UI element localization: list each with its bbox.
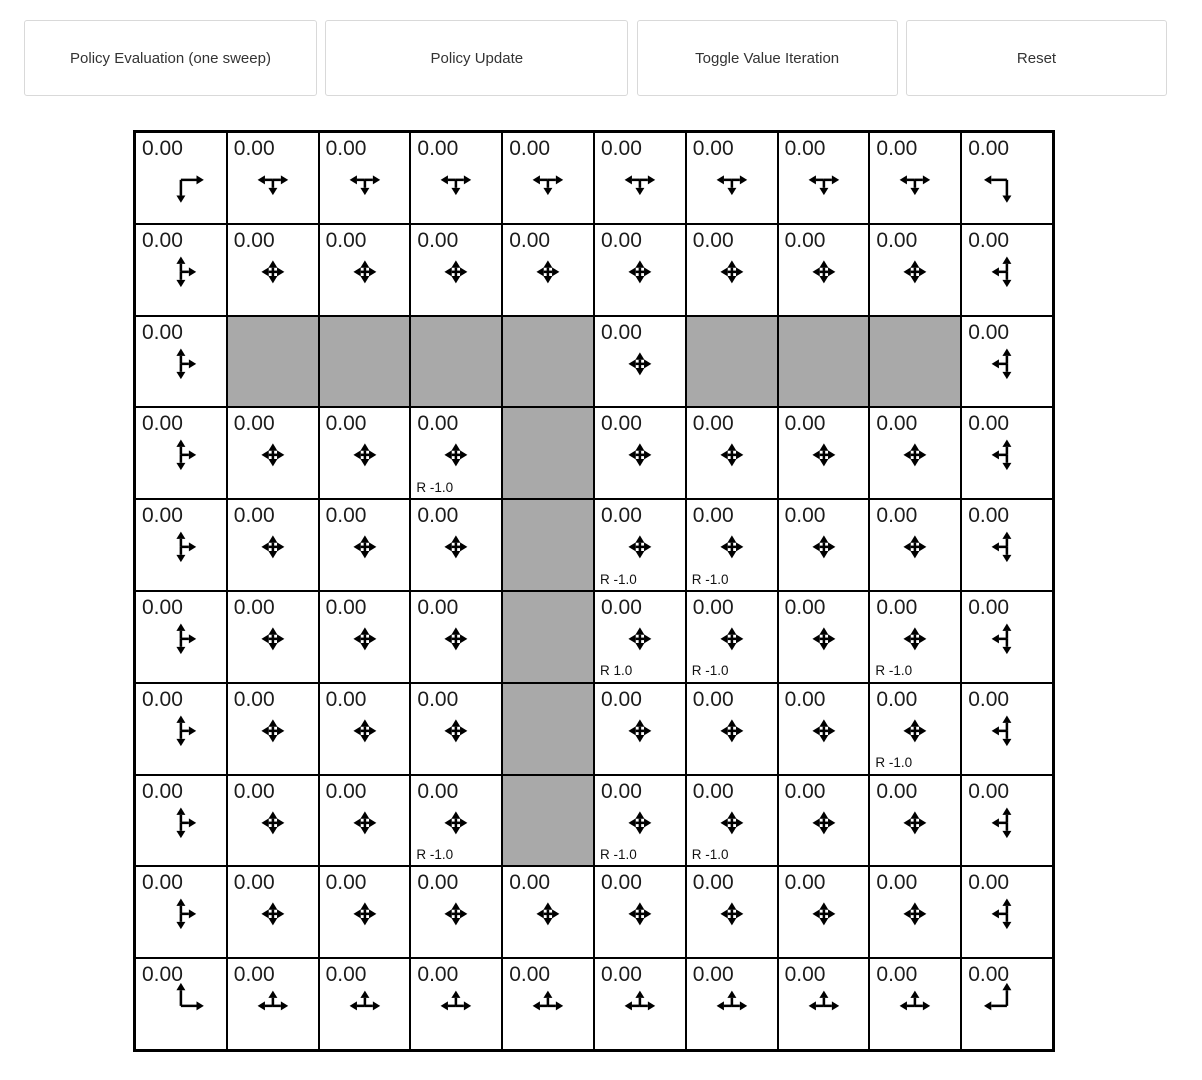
grid-cell-r1c6[interactable] [686, 224, 778, 316]
toggle-value-iteration-button[interactable]: Toggle Value Iteration [637, 20, 898, 96]
cell-value: 0.00 [968, 687, 1010, 711]
cell-value: 0.00 [784, 137, 826, 160]
policy-arrows-icon [779, 776, 869, 866]
policy-arrows-icon [779, 684, 869, 774]
grid-cell-r1c4[interactable] [502, 224, 594, 316]
policy-arrows-icon [687, 408, 777, 498]
cell-value: 0.00 [509, 871, 551, 895]
grid-cell-r4c5[interactable] [594, 499, 686, 591]
cell-value: 0.00 [692, 228, 734, 252]
cell-value: 0.00 [417, 963, 459, 987]
reward-label: R -1.0 [416, 479, 454, 495]
reward-label: R -1.0 [600, 571, 637, 587]
grid-cell-r4c6[interactable] [686, 499, 778, 591]
grid-wall-r2c8 [869, 316, 961, 408]
cell-value: 0.00 [784, 963, 826, 987]
cell-value: 0.00 [233, 504, 275, 528]
grid-wall-r7c4 [502, 775, 594, 867]
reward-label: R -1.0 [416, 846, 454, 862]
cell-value: 0.00 [142, 963, 183, 987]
grid-cell-r5c1[interactable] [227, 591, 319, 683]
grid-cell-r6c0[interactable] [135, 683, 227, 775]
cell-value: 0.00 [968, 320, 1010, 344]
cell-value: 0.00 [876, 963, 918, 987]
cell-value: 0.00 [509, 228, 551, 252]
grid-cell-r3c1[interactable] [227, 407, 319, 499]
policy-arrows-icon [779, 959, 869, 1049]
grid-cell-r3c5[interactable] [594, 407, 686, 499]
policy-arrows-icon [411, 133, 501, 223]
cell-value: 0.00 [784, 228, 826, 252]
policy-arrows-icon [870, 225, 960, 315]
grid-cell-r1c9[interactable] [961, 224, 1053, 316]
grid-wall-r3c4 [502, 407, 594, 499]
grid-cell-r1c7[interactable] [778, 224, 870, 316]
grid-cell-r1c0[interactable] [135, 224, 227, 316]
grid-cell-r6c7[interactable] [778, 683, 870, 775]
cell-value: 0.00 [417, 871, 459, 895]
grid-cell-r9c1[interactable] [227, 958, 319, 1050]
grid-cell-r5c7[interactable] [778, 591, 870, 683]
grid-cell-r3c3[interactable] [410, 407, 502, 499]
cell-value: 0.00 [968, 228, 1010, 252]
grid-cell-r5c8[interactable] [869, 591, 961, 683]
policy-arrows-icon [503, 959, 593, 1049]
policy-arrows-icon [962, 225, 1052, 315]
cell-value: 0.00 [876, 687, 918, 711]
grid-wall-r4c4 [502, 499, 594, 591]
grid-cell-r2c5[interactable] [594, 316, 686, 408]
policy-arrows-icon [136, 317, 226, 407]
cell-value: 0.00 [417, 687, 459, 711]
cell-value: 0.00 [142, 687, 183, 711]
policy-arrows-icon [320, 684, 410, 774]
cell-value: 0.00 [692, 137, 734, 160]
grid-cell-r3c8[interactable] [869, 407, 961, 499]
cell-value: 0.00 [417, 596, 459, 619]
grid-cell-r2c9[interactable] [961, 316, 1053, 408]
grid-wall-r5c4 [502, 591, 594, 683]
grid-cell-r5c3[interactable] [410, 591, 502, 683]
reward-label: R -1.0 [691, 846, 729, 862]
cell-value: 0.00 [968, 779, 1010, 803]
grid-cell-r9c7[interactable] [778, 958, 870, 1050]
policy-arrows-icon [962, 684, 1052, 774]
policy-arrows-icon [870, 500, 960, 590]
reward-label: R -1.0 [875, 663, 913, 679]
policy-arrows-icon [687, 867, 777, 957]
policy-arrows-icon [962, 408, 1052, 498]
cell-value: 0.00 [601, 412, 642, 436]
grid-cell-r7c5[interactable] [594, 775, 686, 867]
policy-arrows-icon [411, 500, 501, 590]
cell-value: 0.00 [233, 596, 275, 619]
policy-arrows-icon [962, 317, 1052, 407]
cell-value: 0.00 [692, 412, 734, 436]
cell-value: 0.00 [692, 963, 734, 987]
cell-value: 0.00 [233, 228, 275, 252]
policy-arrows-icon [136, 225, 226, 315]
grid-cell-r7c3[interactable] [410, 775, 502, 867]
policy-arrows-icon [136, 867, 226, 957]
policy-arrows-icon [962, 133, 1052, 223]
gridworld-grid [133, 130, 1055, 1052]
cell-value: 0.00 [233, 871, 275, 895]
cell-value: 0.00 [233, 779, 275, 803]
grid-cell-r8c7[interactable] [778, 866, 870, 958]
cell-value: 0.00 [876, 871, 918, 895]
grid-cell-r8c1[interactable] [227, 866, 319, 958]
cell-value: 0.00 [417, 137, 459, 160]
cell-value: 0.00 [876, 137, 918, 160]
policy-arrows-icon [228, 225, 318, 315]
policy-arrows-icon [411, 225, 501, 315]
cell-value: 0.00 [142, 320, 183, 344]
reset-button[interactable]: Reset [906, 20, 1167, 96]
cell-value: 0.00 [968, 963, 1010, 987]
policy-arrows-icon [687, 225, 777, 315]
cell-value: 0.00 [601, 687, 642, 711]
cell-value: 0.00 [142, 228, 183, 252]
policy-arrows-icon [595, 133, 685, 223]
grid-cell-r6c9[interactable] [961, 683, 1053, 775]
grid-wall-r6c4 [502, 683, 594, 775]
cell-value: 0.00 [601, 137, 642, 160]
policy-arrows-icon [595, 684, 685, 774]
policy-arrows-icon [779, 592, 869, 682]
grid-wall-r2c1 [227, 316, 319, 408]
policy-arrows-icon [320, 592, 410, 682]
cell-value: 0.00 [692, 596, 734, 619]
cell-value: 0.00 [417, 412, 459, 436]
policy-arrows-icon [320, 133, 410, 223]
grid-cell-r4c1[interactable] [227, 499, 319, 591]
toolbar [24, 20, 1167, 96]
policy-arrows-icon [320, 776, 410, 866]
cell-value: 0.00 [968, 504, 1010, 528]
grid-cell-r8c8[interactable] [869, 866, 961, 958]
grid-cell-r7c8[interactable] [869, 775, 961, 867]
policy-arrows-icon [320, 959, 410, 1049]
grid-cell-r0c4[interactable] [502, 132, 594, 224]
cell-value: 0.00 [325, 779, 367, 803]
grid-cell-r3c2[interactable] [319, 407, 411, 499]
cell-value: 0.00 [601, 504, 642, 528]
policy-arrows-icon [687, 959, 777, 1049]
policy-arrows-icon [870, 408, 960, 498]
grid-cell-r6c1[interactable] [227, 683, 319, 775]
grid-cell-r1c5[interactable] [594, 224, 686, 316]
policy-evaluation-button[interactable]: Policy Evaluation (one sweep) [24, 20, 317, 96]
cell-value: 0.00 [233, 137, 275, 160]
cell-value: 0.00 [601, 320, 642, 344]
policy-arrows-icon [228, 684, 318, 774]
policy-arrows-icon [503, 225, 593, 315]
policy-arrows-icon [595, 317, 685, 407]
policy-arrows-icon [687, 684, 777, 774]
cell-value: 0.00 [692, 871, 734, 895]
grid-cell-r3c0[interactable] [135, 407, 227, 499]
policy-arrows-icon [228, 408, 318, 498]
grid-cell-r7c1[interactable] [227, 775, 319, 867]
grid-cell-r6c2[interactable] [319, 683, 411, 775]
policy-arrows-icon [228, 133, 318, 223]
reward-label: R 1.0 [600, 663, 633, 679]
grid-cell-r8c2[interactable] [319, 866, 411, 958]
policy-arrows-icon [411, 592, 501, 682]
cell-value: 0.00 [325, 504, 367, 528]
policy-arrows-icon [411, 867, 501, 957]
grid-cell-r0c3[interactable] [410, 132, 502, 224]
grid-cell-r1c3[interactable] [410, 224, 502, 316]
policy-arrows-icon [136, 408, 226, 498]
cell-value: 0.00 [509, 963, 551, 987]
grid-cell-r3c9[interactable] [961, 407, 1053, 499]
policy-arrows-icon [320, 225, 410, 315]
policy-arrows-icon [136, 776, 226, 866]
grid-cell-r8c9[interactable] [961, 866, 1053, 958]
cell-value: 0.00 [601, 963, 642, 987]
grid-cell-r8c0[interactable] [135, 866, 227, 958]
policy-arrows-icon [870, 133, 960, 223]
grid-cell-r4c8[interactable] [869, 499, 961, 591]
policy-arrows-icon [779, 408, 869, 498]
reward-label: R -1.0 [691, 571, 729, 587]
cell-value: 0.00 [417, 228, 459, 252]
cell-value: 0.00 [876, 596, 918, 619]
policy-arrows-icon [870, 776, 960, 866]
policy-arrows-icon [962, 500, 1052, 590]
grid-cell-r7c0[interactable] [135, 775, 227, 867]
cell-value: 0.00 [325, 228, 367, 252]
grid-cell-r1c1[interactable] [227, 224, 319, 316]
cell-value: 0.00 [692, 779, 734, 803]
policy-arrows-icon [228, 959, 318, 1049]
policy-arrows-icon [503, 867, 593, 957]
policy-arrows-icon [136, 684, 226, 774]
policy-arrows-icon [411, 959, 501, 1049]
policy-arrows-icon [779, 867, 869, 957]
grid-cell-r5c6[interactable] [686, 591, 778, 683]
grid-cell-r6c3[interactable] [410, 683, 502, 775]
grid-cell-r9c3[interactable] [410, 958, 502, 1050]
grid-wall-r2c7 [778, 316, 870, 408]
cell-value: 0.00 [142, 412, 183, 436]
grid-cell-r1c8[interactable] [869, 224, 961, 316]
cell-value: 0.00 [233, 687, 275, 711]
cell-value: 0.00 [784, 596, 826, 619]
grid-cell-r7c9[interactable] [961, 775, 1053, 867]
cell-value: 0.00 [325, 137, 367, 160]
reward-label: R -1.0 [600, 846, 637, 862]
policy-arrows-icon [411, 684, 501, 774]
cell-value: 0.00 [968, 871, 1010, 895]
cell-value: 0.00 [968, 596, 1010, 619]
cell-value: 0.00 [417, 504, 459, 528]
cell-value: 0.00 [784, 871, 826, 895]
policy-arrows-icon [779, 500, 869, 590]
cell-value: 0.00 [325, 596, 367, 619]
policy-arrows-icon [320, 867, 410, 957]
cell-value: 0.00 [142, 596, 183, 619]
cell-value: 0.00 [692, 504, 734, 528]
policy-arrows-icon [962, 592, 1052, 682]
policy-arrows-icon [962, 776, 1052, 866]
grid-cell-r3c7[interactable] [778, 407, 870, 499]
policy-arrows-icon [320, 500, 410, 590]
cell-value: 0.00 [601, 871, 642, 895]
reward-label: R -1.0 [691, 663, 729, 679]
cell-value: 0.00 [142, 137, 183, 160]
cell-value: 0.00 [142, 504, 183, 528]
policy-arrows-icon [136, 500, 226, 590]
policy-arrows-icon [779, 133, 869, 223]
grid-cell-r9c9[interactable] [961, 958, 1053, 1050]
policy-arrows-icon [136, 592, 226, 682]
grid-cell-r8c5[interactable] [594, 866, 686, 958]
cell-value: 0.00 [325, 963, 367, 987]
grid-cell-r5c2[interactable] [319, 591, 411, 683]
cell-value: 0.00 [876, 779, 918, 803]
policy-arrows-icon [228, 500, 318, 590]
policy-arrows-icon [595, 959, 685, 1049]
grid-cell-r0c1[interactable] [227, 132, 319, 224]
policy-arrows-icon [870, 959, 960, 1049]
policy-arrows-icon [228, 776, 318, 866]
grid-cell-r4c0[interactable] [135, 499, 227, 591]
policy-arrows-icon [595, 225, 685, 315]
policy-arrows-icon [228, 867, 318, 957]
grid-cell-r5c0[interactable] [135, 591, 227, 683]
policy-arrows-icon [228, 592, 318, 682]
grid-cell-r5c5[interactable] [594, 591, 686, 683]
cell-value: 0.00 [692, 687, 734, 711]
cell-value: 0.00 [417, 779, 459, 803]
cell-value: 0.00 [876, 412, 918, 436]
policy-arrows-icon [687, 133, 777, 223]
grid-cell-r2c0[interactable] [135, 316, 227, 408]
cell-value: 0.00 [876, 228, 918, 252]
grid-cell-r7c7[interactable] [778, 775, 870, 867]
grid-wall-r2c3 [410, 316, 502, 408]
grid-cell-r9c0[interactable] [135, 958, 227, 1050]
cell-value: 0.00 [325, 412, 367, 436]
cell-value: 0.00 [968, 137, 1010, 160]
cell-value: 0.00 [784, 412, 826, 436]
cell-value: 0.00 [601, 596, 642, 619]
policy-arrows-icon [870, 867, 960, 957]
cell-value: 0.00 [325, 871, 367, 895]
grid-cell-r8c4[interactable] [502, 866, 594, 958]
policy-arrows-icon [962, 867, 1052, 957]
cell-value: 0.00 [142, 871, 183, 895]
grid-cell-r9c4[interactable] [502, 958, 594, 1050]
grid-wall-r2c6 [686, 316, 778, 408]
policy-arrows-icon [136, 959, 226, 1049]
policy-arrows-icon [779, 225, 869, 315]
grid-cell-r0c2[interactable] [319, 132, 411, 224]
grid-cell-r0c0[interactable] [135, 132, 227, 224]
cell-value: 0.00 [784, 687, 826, 711]
grid-cell-r3c6[interactable] [686, 407, 778, 499]
policy-arrows-icon [136, 133, 226, 223]
grid-cell-r4c2[interactable] [319, 499, 411, 591]
grid-cell-r4c3[interactable] [410, 499, 502, 591]
grid-wall-r2c4 [502, 316, 594, 408]
grid-cell-r4c9[interactable] [961, 499, 1053, 591]
cell-value: 0.00 [784, 779, 826, 803]
cell-value: 0.00 [784, 504, 826, 528]
grid-cell-r1c2[interactable] [319, 224, 411, 316]
grid-wall-r2c2 [319, 316, 411, 408]
cell-value: 0.00 [601, 228, 642, 252]
grid-cell-r8c3[interactable] [410, 866, 502, 958]
policy-arrows-icon [595, 408, 685, 498]
grid-cell-r7c2[interactable] [319, 775, 411, 867]
cell-value: 0.00 [968, 412, 1010, 436]
grid-cell-r6c5[interactable] [594, 683, 686, 775]
grid-cell-r0c5[interactable] [594, 132, 686, 224]
grid-cell-r9c6[interactable] [686, 958, 778, 1050]
grid-cell-r0c6[interactable] [686, 132, 778, 224]
reward-label: R -1.0 [875, 755, 913, 771]
grid-cell-r0c8[interactable] [869, 132, 961, 224]
grid-cell-r6c6[interactable] [686, 683, 778, 775]
policy-arrows-icon [595, 867, 685, 957]
cell-value: 0.00 [233, 963, 275, 987]
policy-arrows-icon [962, 959, 1052, 1049]
policy-arrows-icon [320, 408, 410, 498]
cell-value: 0.00 [876, 504, 918, 528]
grid-cell-r9c2[interactable] [319, 958, 411, 1050]
cell-value: 0.00 [601, 779, 642, 803]
grid-cell-r4c7[interactable] [778, 499, 870, 591]
grid-cell-r6c8[interactable] [869, 683, 961, 775]
cell-value: 0.00 [509, 137, 551, 160]
grid-cell-r0c7[interactable] [778, 132, 870, 224]
grid-cell-r5c9[interactable] [961, 591, 1053, 683]
policy-arrows-icon [503, 133, 593, 223]
cell-value: 0.00 [233, 412, 275, 436]
grid-cell-r8c6[interactable] [686, 866, 778, 958]
grid-cell-r7c6[interactable] [686, 775, 778, 867]
grid-cell-r9c8[interactable] [869, 958, 961, 1050]
cell-value: 0.00 [142, 779, 183, 803]
cell-value: 0.00 [325, 687, 367, 711]
grid-cell-r0c9[interactable] [961, 132, 1053, 224]
grid-cell-r9c5[interactable] [594, 958, 686, 1050]
policy-update-button[interactable]: Policy Update [325, 20, 628, 96]
